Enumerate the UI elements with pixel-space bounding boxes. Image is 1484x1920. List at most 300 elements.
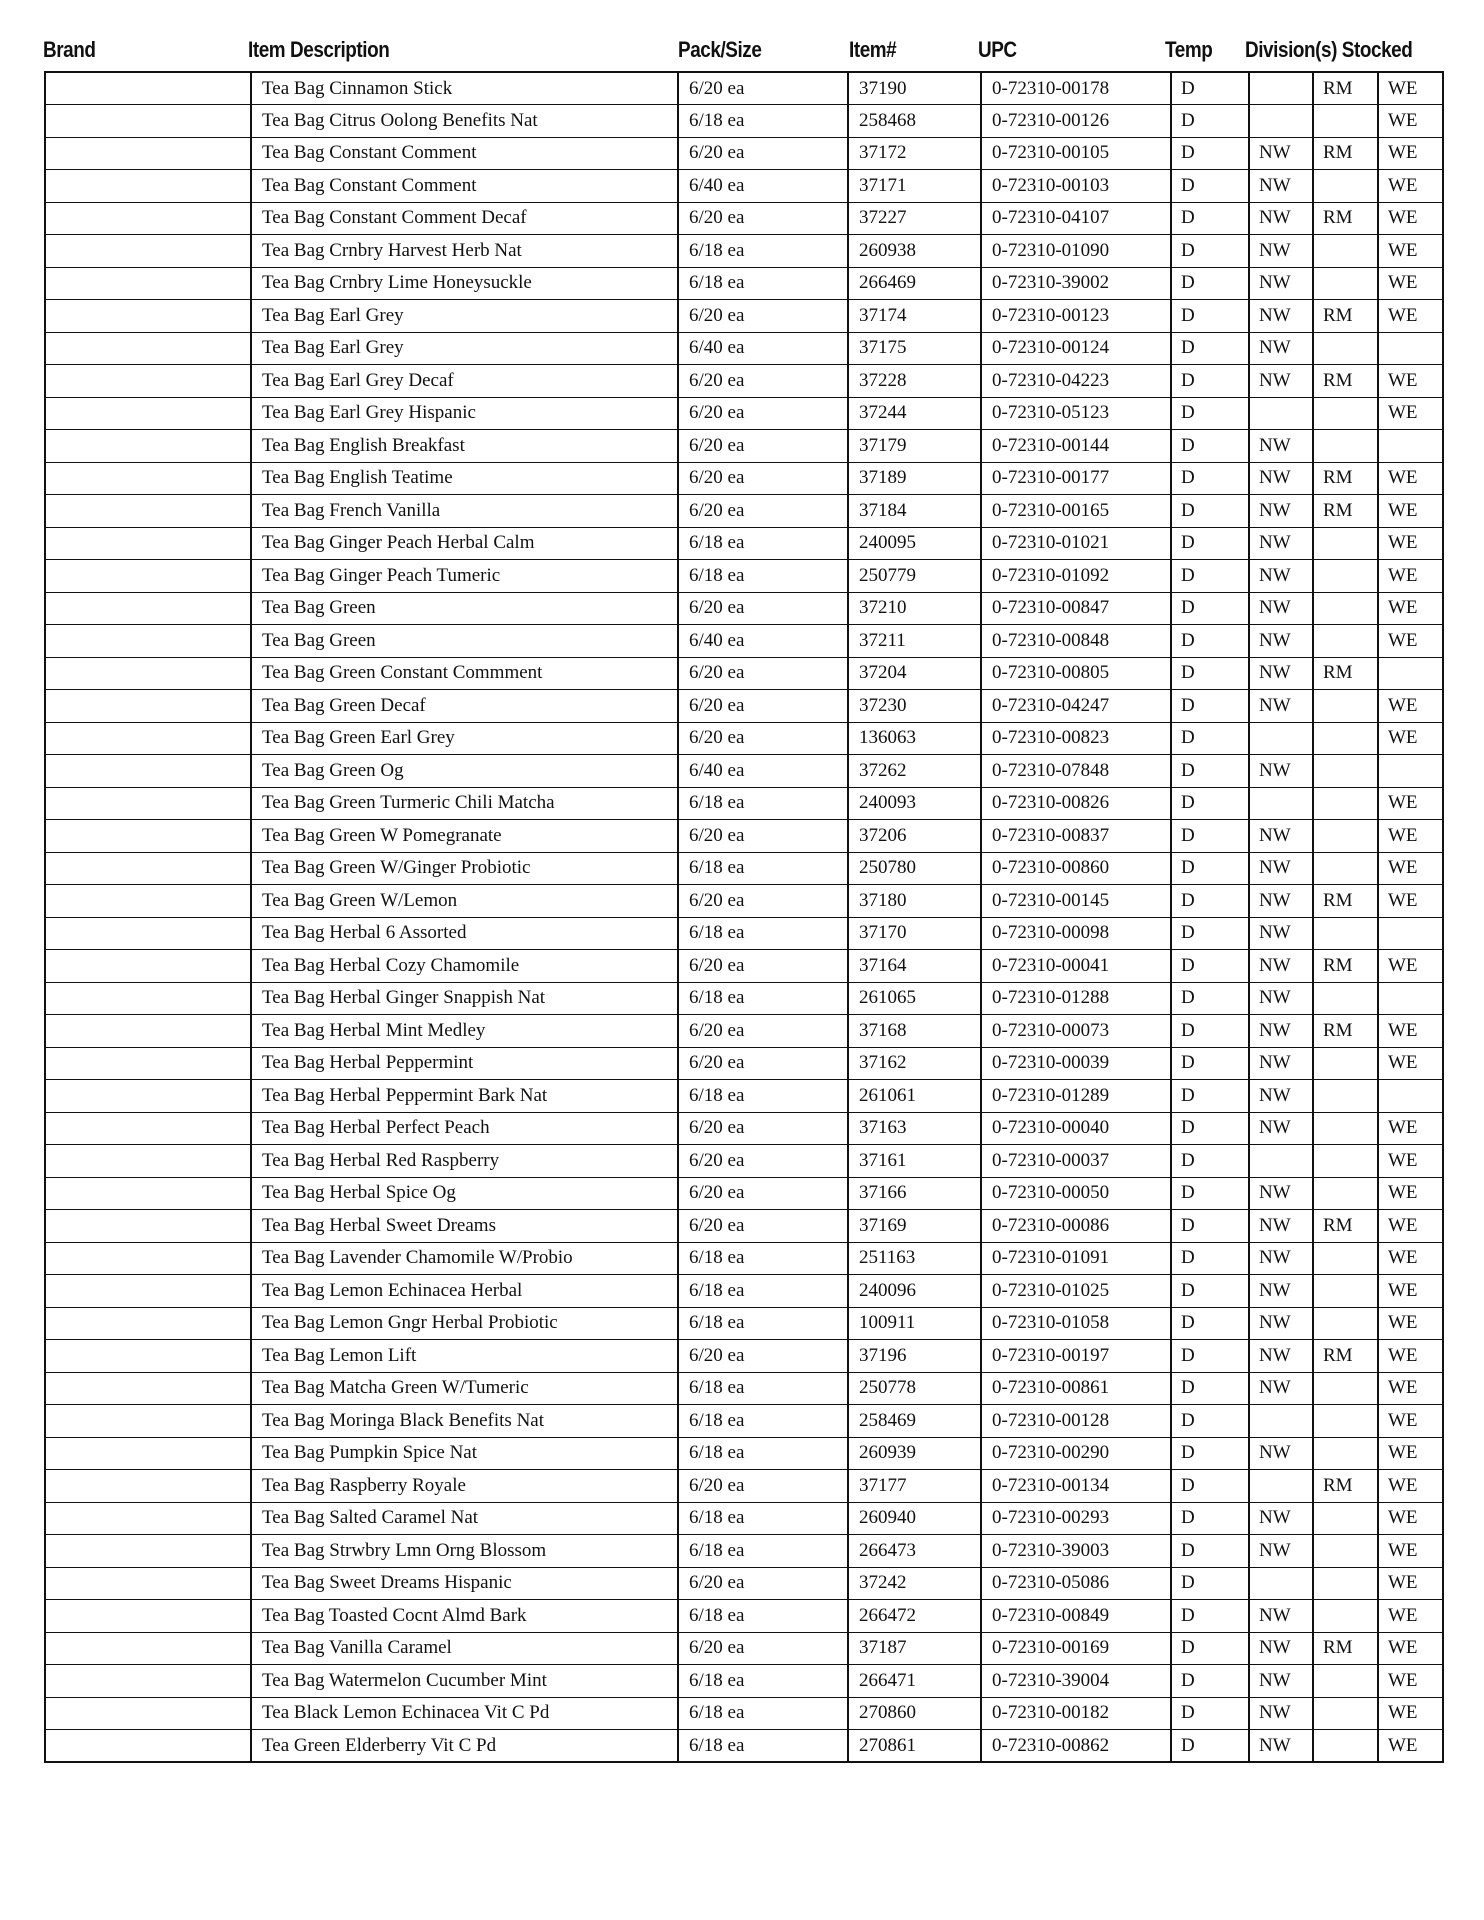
upc-cell: 0-72310-00837 (981, 820, 1171, 853)
description-cell: Tea Bag Herbal Perfect Peach (251, 1112, 678, 1145)
brand-cell (45, 1015, 251, 1048)
division-nw-cell (1249, 1145, 1313, 1178)
temp-cell: D (1171, 1632, 1249, 1665)
division-nw-cell: NW (1249, 1015, 1313, 1048)
division-rm-cell: RM (1313, 1015, 1378, 1048)
description-cell: Tea Bag Vanilla Caramel (251, 1632, 678, 1665)
pack-size-cell: 6/18 ea (678, 1307, 848, 1340)
description-cell: Tea Green Elderberry Vit C Pd (251, 1730, 678, 1763)
upc-cell: 0-72310-39003 (981, 1535, 1171, 1568)
pack-size-cell: 6/18 ea (678, 787, 848, 820)
description-cell: Tea Bag Herbal Mint Medley (251, 1015, 678, 1048)
upc-cell: 0-72310-01289 (981, 1080, 1171, 1113)
upc-cell: 0-72310-00823 (981, 722, 1171, 755)
division-we-cell: WE (1378, 527, 1443, 560)
item-number-cell: 37162 (848, 1047, 981, 1080)
pack-size-cell: 6/20 ea (678, 462, 848, 495)
division-nw-cell (1249, 787, 1313, 820)
division-rm-cell (1313, 755, 1378, 788)
pack-size-cell: 6/20 ea (678, 495, 848, 528)
table-row (45, 1112, 1443, 1145)
upc-cell: 0-72310-00182 (981, 1697, 1171, 1730)
item-number-cell: 136063 (848, 722, 981, 755)
item-number-cell: 37211 (848, 625, 981, 658)
temp-cell: D (1171, 690, 1249, 723)
pack-size-cell: 6/18 ea (678, 560, 848, 593)
item-number-cell: 37171 (848, 170, 981, 203)
division-nw-cell (1249, 1567, 1313, 1600)
division-rm-cell (1313, 1697, 1378, 1730)
division-we-cell: WE (1378, 690, 1443, 723)
division-we-cell (1378, 430, 1443, 463)
brand-cell (45, 430, 251, 463)
pack-size-cell: 6/18 ea (678, 1242, 848, 1275)
item-number-cell: 37179 (848, 430, 981, 463)
table-row (45, 1632, 1443, 1665)
division-we-cell (1378, 755, 1443, 788)
table-row (45, 657, 1443, 690)
description-cell: Tea Bag Herbal Peppermint Bark Nat (251, 1080, 678, 1113)
item-number-cell: 260940 (848, 1502, 981, 1535)
table-row (45, 1600, 1443, 1633)
division-rm-cell (1313, 1112, 1378, 1145)
description-cell: Tea Bag Green Constant Commment (251, 657, 678, 690)
brand-cell (45, 1307, 251, 1340)
item-number-cell: 37228 (848, 365, 981, 398)
division-rm-cell: RM (1313, 1210, 1378, 1243)
division-we-cell: WE (1378, 202, 1443, 235)
description-cell: Tea Bag Moringa Black Benefits Nat (251, 1405, 678, 1438)
upc-cell: 0-72310-00848 (981, 625, 1171, 658)
upc-cell: 0-72310-00103 (981, 170, 1171, 203)
pack-size-cell: 6/18 ea (678, 1080, 848, 1113)
temp-cell: D (1171, 137, 1249, 170)
item-number-cell: 37161 (848, 1145, 981, 1178)
temp-cell: D (1171, 430, 1249, 463)
table-row (45, 1307, 1443, 1340)
upc-cell: 0-72310-01021 (981, 527, 1171, 560)
division-nw-cell: NW (1249, 1177, 1313, 1210)
division-rm-cell (1313, 1567, 1378, 1600)
division-rm-cell (1313, 690, 1378, 723)
table-row (45, 690, 1443, 723)
pack-size-cell: 6/18 ea (678, 1502, 848, 1535)
upc-cell: 0-72310-00178 (981, 72, 1171, 105)
division-nw-cell: NW (1249, 885, 1313, 918)
division-rm-cell (1313, 1372, 1378, 1405)
upc-cell: 0-72310-00073 (981, 1015, 1171, 1048)
pack-size-cell: 6/18 ea (678, 982, 848, 1015)
table-row (45, 1047, 1443, 1080)
division-nw-cell: NW (1249, 657, 1313, 690)
item-number-cell: 250780 (848, 852, 981, 885)
division-rm-cell: RM (1313, 950, 1378, 983)
division-nw-cell: NW (1249, 495, 1313, 528)
table-row (45, 202, 1443, 235)
temp-cell: D (1171, 1730, 1249, 1763)
division-we-cell: WE (1378, 397, 1443, 430)
division-we-cell: WE (1378, 1437, 1443, 1470)
temp-cell: D (1171, 560, 1249, 593)
division-nw-cell: NW (1249, 1372, 1313, 1405)
table-header (0, 37, 1484, 69)
item-number-cell: 260938 (848, 235, 981, 268)
pack-size-cell: 6/18 ea (678, 1437, 848, 1470)
temp-cell: D (1171, 1535, 1249, 1568)
division-nw-cell: NW (1249, 527, 1313, 560)
description-cell: Tea Bag Herbal Cozy Chamomile (251, 950, 678, 983)
division-rm-cell: RM (1313, 1340, 1378, 1373)
pack-size-cell: 6/20 ea (678, 137, 848, 170)
item-number-cell: 37210 (848, 592, 981, 625)
table-row (45, 982, 1443, 1015)
division-we-cell: WE (1378, 1535, 1443, 1568)
pack-size-cell: 6/20 ea (678, 1340, 848, 1373)
brand-cell (45, 657, 251, 690)
description-cell: Tea Bag Green Turmeric Chili Matcha (251, 787, 678, 820)
temp-cell: D (1171, 982, 1249, 1015)
division-nw-cell (1249, 105, 1313, 138)
division-we-cell: WE (1378, 1307, 1443, 1340)
division-we-cell: WE (1378, 1632, 1443, 1665)
division-nw-cell: NW (1249, 690, 1313, 723)
pack-size-cell: 6/20 ea (678, 202, 848, 235)
division-we-cell: WE (1378, 625, 1443, 658)
division-rm-cell (1313, 1730, 1378, 1763)
brand-cell (45, 1600, 251, 1633)
temp-cell: D (1171, 170, 1249, 203)
division-nw-cell: NW (1249, 592, 1313, 625)
item-number-cell: 37242 (848, 1567, 981, 1600)
item-number-cell: 37180 (848, 885, 981, 918)
temp-cell: D (1171, 917, 1249, 950)
division-rm-cell: RM (1313, 1470, 1378, 1503)
temp-cell: D (1171, 495, 1249, 528)
brand-cell (45, 885, 251, 918)
description-cell: Tea Bag Crnbry Lime Honeysuckle (251, 267, 678, 300)
temp-cell: D (1171, 202, 1249, 235)
upc-cell: 0-72310-00165 (981, 495, 1171, 528)
temp-cell: D (1171, 657, 1249, 690)
division-rm-cell (1313, 1405, 1378, 1438)
division-nw-cell: NW (1249, 1307, 1313, 1340)
description-cell: Tea Bag Cinnamon Stick (251, 72, 678, 105)
table-row (45, 462, 1443, 495)
division-we-cell (1378, 332, 1443, 365)
temp-cell: D (1171, 527, 1249, 560)
division-nw-cell: NW (1249, 982, 1313, 1015)
division-rm-cell: RM (1313, 72, 1378, 105)
item-number-cell: 250778 (848, 1372, 981, 1405)
table-row (45, 950, 1443, 983)
upc-cell: 0-72310-01092 (981, 560, 1171, 593)
upc-cell: 0-72310-04223 (981, 365, 1171, 398)
pack-size-cell: 6/20 ea (678, 1047, 848, 1080)
division-we-cell (1378, 982, 1443, 1015)
temp-cell: D (1171, 1275, 1249, 1308)
division-rm-cell (1313, 852, 1378, 885)
division-nw-cell: NW (1249, 950, 1313, 983)
brand-cell (45, 917, 251, 950)
temp-cell: D (1171, 1340, 1249, 1373)
upc-cell: 0-72310-00177 (981, 462, 1171, 495)
pack-size-cell: 6/18 ea (678, 1405, 848, 1438)
table-row (45, 722, 1443, 755)
temp-cell: D (1171, 300, 1249, 333)
upc-cell: 0-72310-00849 (981, 1600, 1171, 1633)
header-temp: Temp (1165, 37, 1213, 62)
table-row (45, 1372, 1443, 1405)
table-row (45, 592, 1443, 625)
description-cell: Tea Bag Pumpkin Spice Nat (251, 1437, 678, 1470)
upc-cell: 0-72310-00826 (981, 787, 1171, 820)
brand-cell (45, 527, 251, 560)
division-rm-cell: RM (1313, 300, 1378, 333)
description-cell: Tea Bag Strwbry Lmn Orng Blossom (251, 1535, 678, 1568)
pack-size-cell: 6/20 ea (678, 397, 848, 430)
description-cell: Tea Bag Herbal Spice Og (251, 1177, 678, 1210)
division-we-cell: WE (1378, 170, 1443, 203)
division-we-cell: WE (1378, 1112, 1443, 1145)
table-row (45, 527, 1443, 560)
pack-size-cell: 6/18 ea (678, 852, 848, 885)
item-number-cell: 258468 (848, 105, 981, 138)
table-row (45, 1405, 1443, 1438)
brand-cell (45, 137, 251, 170)
temp-cell: D (1171, 1502, 1249, 1535)
division-we-cell: WE (1378, 592, 1443, 625)
division-we-cell: WE (1378, 365, 1443, 398)
division-rm-cell: RM (1313, 1632, 1378, 1665)
item-number-cell: 37172 (848, 137, 981, 170)
division-nw-cell (1249, 722, 1313, 755)
brand-cell (45, 397, 251, 430)
pack-size-cell: 6/20 ea (678, 1112, 848, 1145)
description-cell: Tea Bag Green (251, 592, 678, 625)
division-rm-cell (1313, 527, 1378, 560)
temp-cell: D (1171, 1697, 1249, 1730)
pack-size-cell: 6/40 ea (678, 332, 848, 365)
division-we-cell: WE (1378, 267, 1443, 300)
description-cell: Tea Bag English Teatime (251, 462, 678, 495)
brand-cell (45, 625, 251, 658)
brand-cell (45, 72, 251, 105)
division-rm-cell: RM (1313, 495, 1378, 528)
division-rm-cell (1313, 332, 1378, 365)
brand-cell (45, 1567, 251, 1600)
header-pack-size: Pack/Size (678, 37, 762, 62)
item-number-cell: 37227 (848, 202, 981, 235)
upc-cell: 0-72310-00098 (981, 917, 1171, 950)
brand-cell (45, 267, 251, 300)
division-we-cell: WE (1378, 820, 1443, 853)
item-number-cell: 37175 (848, 332, 981, 365)
pack-size-cell: 6/20 ea (678, 1145, 848, 1178)
description-cell: Tea Bag Crnbry Harvest Herb Nat (251, 235, 678, 268)
temp-cell: D (1171, 625, 1249, 658)
division-rm-cell (1313, 820, 1378, 853)
division-we-cell: WE (1378, 1275, 1443, 1308)
division-nw-cell: NW (1249, 1730, 1313, 1763)
division-we-cell: WE (1378, 1015, 1443, 1048)
division-nw-cell: NW (1249, 1340, 1313, 1373)
division-nw-cell: NW (1249, 625, 1313, 658)
upc-cell: 0-72310-00128 (981, 1405, 1171, 1438)
division-nw-cell (1249, 1470, 1313, 1503)
upc-cell: 0-72310-00197 (981, 1340, 1171, 1373)
table-row (45, 1730, 1443, 1763)
upc-cell: 0-72310-01090 (981, 235, 1171, 268)
table-row (45, 560, 1443, 593)
product-table-body (45, 72, 1443, 1762)
temp-cell: D (1171, 1015, 1249, 1048)
upc-cell: 0-72310-05086 (981, 1567, 1171, 1600)
upc-cell: 0-72310-39002 (981, 267, 1171, 300)
header-item-number: Item# (849, 37, 897, 62)
division-rm-cell (1313, 560, 1378, 593)
description-cell: Tea Bag Herbal Red Raspberry (251, 1145, 678, 1178)
item-number-cell: 37230 (848, 690, 981, 723)
division-we-cell: WE (1378, 462, 1443, 495)
item-number-cell: 266473 (848, 1535, 981, 1568)
pack-size-cell: 6/18 ea (678, 1730, 848, 1763)
upc-cell: 0-72310-00862 (981, 1730, 1171, 1763)
temp-cell: D (1171, 1665, 1249, 1698)
division-we-cell: WE (1378, 1665, 1443, 1698)
header-upc: UPC (978, 37, 1017, 62)
division-rm-cell (1313, 592, 1378, 625)
item-number-cell: 261061 (848, 1080, 981, 1113)
temp-cell: D (1171, 105, 1249, 138)
table-row (45, 917, 1443, 950)
temp-cell: D (1171, 1567, 1249, 1600)
temp-cell: D (1171, 852, 1249, 885)
description-cell: Tea Bag Constant Comment Decaf (251, 202, 678, 235)
division-nw-cell: NW (1249, 235, 1313, 268)
division-nw-cell: NW (1249, 1697, 1313, 1730)
pack-size-cell: 6/18 ea (678, 235, 848, 268)
table-row (45, 430, 1443, 463)
pack-size-cell: 6/20 ea (678, 1470, 848, 1503)
division-rm-cell (1313, 787, 1378, 820)
pack-size-cell: 6/18 ea (678, 267, 848, 300)
upc-cell: 0-72310-04247 (981, 690, 1171, 723)
description-cell: Tea Bag Toasted Cocnt Almd Bark (251, 1600, 678, 1633)
item-number-cell: 37184 (848, 495, 981, 528)
table-row (45, 495, 1443, 528)
description-cell: Tea Bag Green W Pomegranate (251, 820, 678, 853)
temp-cell: D (1171, 1145, 1249, 1178)
table-row (45, 1242, 1443, 1275)
header-item-description: Item Description (248, 37, 390, 62)
brand-cell (45, 982, 251, 1015)
division-nw-cell: NW (1249, 137, 1313, 170)
upc-cell: 0-72310-01091 (981, 1242, 1171, 1275)
division-we-cell: WE (1378, 1567, 1443, 1600)
pack-size-cell: 6/40 ea (678, 625, 848, 658)
item-number-cell: 37177 (848, 1470, 981, 1503)
table-row (45, 1665, 1443, 1698)
temp-cell: D (1171, 755, 1249, 788)
upc-cell: 0-72310-00145 (981, 885, 1171, 918)
division-rm-cell (1313, 1502, 1378, 1535)
item-number-cell: 240095 (848, 527, 981, 560)
table-row (45, 300, 1443, 333)
division-we-cell: WE (1378, 105, 1443, 138)
item-number-cell: 37244 (848, 397, 981, 430)
upc-cell: 0-72310-00086 (981, 1210, 1171, 1243)
brand-cell (45, 1535, 251, 1568)
upc-cell: 0-72310-00037 (981, 1145, 1171, 1178)
description-cell: Tea Bag Herbal Sweet Dreams (251, 1210, 678, 1243)
division-nw-cell: NW (1249, 1437, 1313, 1470)
division-rm-cell (1313, 430, 1378, 463)
pack-size-cell: 6/20 ea (678, 1632, 848, 1665)
temp-cell: D (1171, 235, 1249, 268)
division-we-cell: WE (1378, 1600, 1443, 1633)
table-row (45, 1275, 1443, 1308)
brand-cell (45, 820, 251, 853)
temp-cell: D (1171, 1307, 1249, 1340)
upc-cell: 0-72310-00126 (981, 105, 1171, 138)
division-rm-cell (1313, 1080, 1378, 1113)
division-nw-cell: NW (1249, 267, 1313, 300)
division-nw-cell: NW (1249, 1047, 1313, 1080)
item-number-cell: 37204 (848, 657, 981, 690)
upc-cell: 0-72310-01058 (981, 1307, 1171, 1340)
item-number-cell: 37206 (848, 820, 981, 853)
pack-size-cell: 6/20 ea (678, 365, 848, 398)
division-we-cell (1378, 1080, 1443, 1113)
temp-cell: D (1171, 592, 1249, 625)
upc-cell: 0-72310-00293 (981, 1502, 1171, 1535)
division-rm-cell (1313, 1177, 1378, 1210)
pack-size-cell: 6/20 ea (678, 592, 848, 625)
temp-cell: D (1171, 332, 1249, 365)
brand-cell (45, 1437, 251, 1470)
temp-cell: D (1171, 787, 1249, 820)
division-rm-cell (1313, 982, 1378, 1015)
division-we-cell: WE (1378, 235, 1443, 268)
brand-cell (45, 1210, 251, 1243)
brand-cell (45, 1145, 251, 1178)
temp-cell: D (1171, 1470, 1249, 1503)
brand-cell (45, 365, 251, 398)
division-rm-cell (1313, 1665, 1378, 1698)
division-rm-cell (1313, 1275, 1378, 1308)
pack-size-cell: 6/20 ea (678, 300, 848, 333)
description-cell: Tea Bag Herbal Ginger Snappish Nat (251, 982, 678, 1015)
item-number-cell: 266469 (848, 267, 981, 300)
table-row (45, 1502, 1443, 1535)
temp-cell: D (1171, 1047, 1249, 1080)
item-number-cell: 240096 (848, 1275, 981, 1308)
table-row (45, 397, 1443, 430)
pack-size-cell: 6/18 ea (678, 1372, 848, 1405)
division-rm-cell (1313, 1242, 1378, 1275)
brand-cell (45, 332, 251, 365)
product-table (44, 71, 1444, 1763)
brand-cell (45, 560, 251, 593)
division-rm-cell (1313, 722, 1378, 755)
item-number-cell: 37262 (848, 755, 981, 788)
division-rm-cell (1313, 235, 1378, 268)
division-we-cell: WE (1378, 300, 1443, 333)
brand-cell (45, 1632, 251, 1665)
brand-cell (45, 755, 251, 788)
brand-cell (45, 1242, 251, 1275)
temp-cell: D (1171, 820, 1249, 853)
